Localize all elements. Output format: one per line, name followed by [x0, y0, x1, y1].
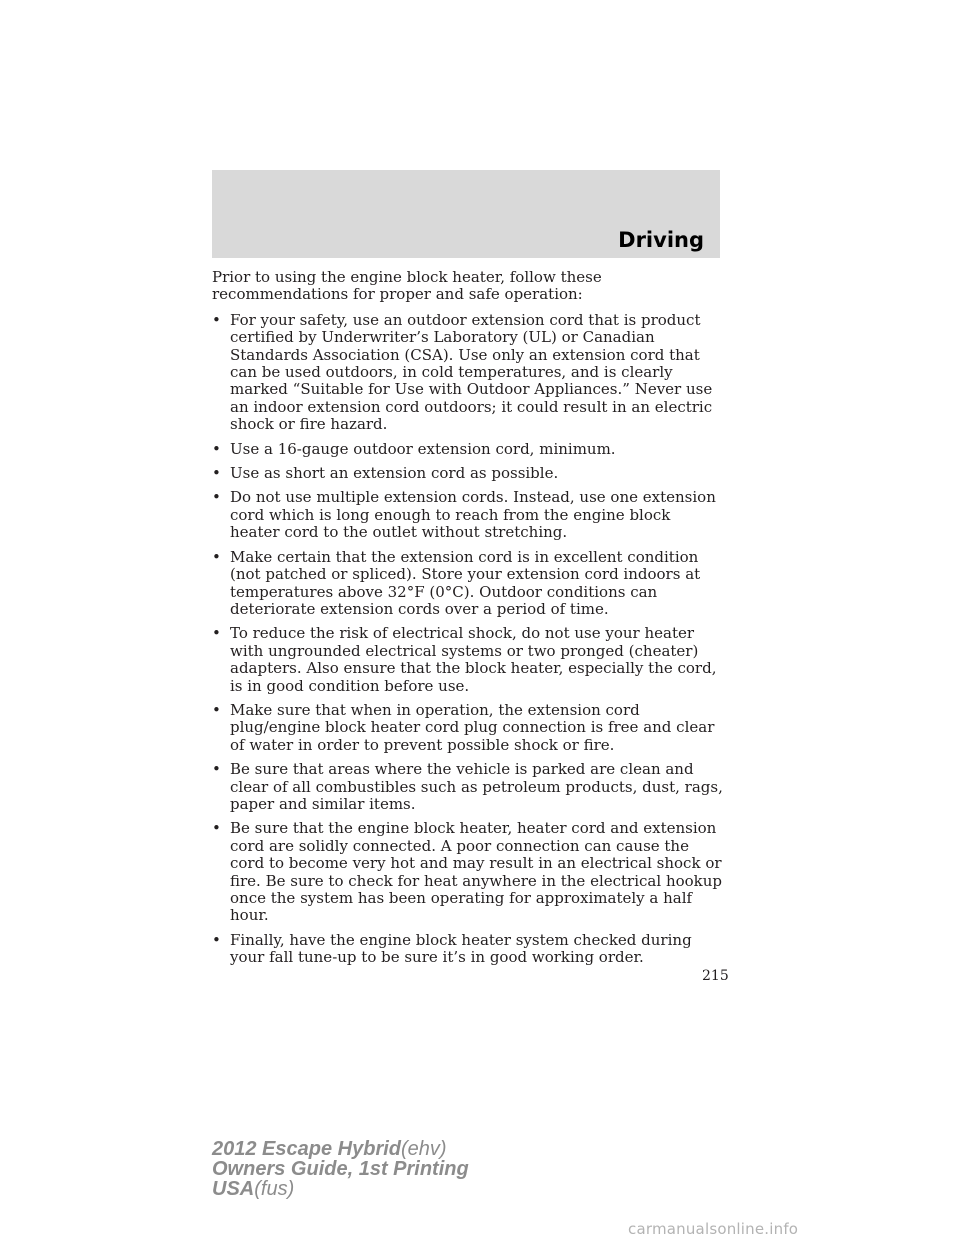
section-header-band	[212, 170, 720, 258]
list-item	[212, 625, 724, 695]
recommendation-list	[212, 312, 724, 967]
footer-vehicle-code: (ehv)	[401, 1138, 447, 1160]
footer-market-code: (fus)	[254, 1178, 295, 1200]
list-item-text: Use as short an extension cord as possible.	[230, 464, 559, 483]
list-item-text: Do not use multiple extension cords. Instead, use one extension cord which is long enough to reach from the engine block heater cord to the outlet without stretching.	[230, 488, 716, 542]
bullet-icon: •	[212, 930, 221, 949]
bullet-icon: •	[212, 700, 221, 719]
list-item	[212, 549, 724, 619]
footer-printing: Owners Guide, 1st Printing	[212, 1158, 469, 1180]
list-item-text: Use a 16-gauge outdoor extension cord, minimum.	[230, 439, 616, 458]
bullet-icon: •	[212, 547, 221, 566]
bullet-icon: •	[212, 464, 221, 483]
bullet-icon: •	[212, 760, 221, 779]
list-item	[212, 820, 724, 924]
list-item-text: Make certain that the extension cord is in excellent condition (not patched or spliced). Store your extension cord indoors at temperatures above 32°F (0°C). Outdoor conditions can deteriorate extension cords over a period of time.	[230, 547, 701, 618]
list-item	[212, 441, 724, 458]
page-number: 215	[702, 968, 729, 984]
list-item	[212, 312, 724, 434]
list-item-text: For your safety, use an outdoor extension cord that is product certified by Underwriter’s Laboratory (UL) or Canadian Standards Association (CSA). Use only an extension cord that can be used outdoors, in cold temperatures, and is clearly marked “Suitable for Use with Outdoor Appliances.” Never use an indoor extension cord outdoors; it could result in an electric shock or fire hazard.	[230, 310, 713, 434]
watermark-text: carmanualsonline.info	[628, 1220, 799, 1238]
list-item	[212, 761, 724, 813]
list-item-text: Be sure that the engine block heater, heater cord and extension cord are solidly connected. A poor connection can cause the cord to become very hot and may result in an electrical shock or fire. Be sure to check for heat anywhere in the electrical hookup once the system has been operating for approximately a half hour.	[230, 819, 723, 925]
list-item	[212, 932, 724, 967]
list-item-text: Finally, have the engine block heater system checked during your fall tune-up to be sure it’s in good working order.	[230, 930, 692, 967]
document-footer	[212, 1139, 469, 1199]
bullet-icon: •	[212, 439, 221, 458]
bullet-icon: •	[212, 488, 221, 507]
section-title: Driving	[618, 228, 704, 252]
list-item	[212, 489, 724, 541]
footer-vehicle: 2012 Escape Hybrid	[212, 1138, 401, 1160]
bullet-icon: •	[212, 310, 221, 329]
list-item-text: Be sure that areas where the vehicle is parked are clean and clear of all combustibles such as petroleum products, dust, rags, paper and similar items.	[230, 760, 723, 813]
bullet-icon: •	[212, 624, 221, 643]
list-item	[212, 702, 724, 754]
list-item-text: Make sure that when in operation, the extension cord plug/engine block heater cord plug connection is free and clear of water in order to prevent possible shock or fire.	[230, 700, 715, 754]
page-content	[212, 269, 724, 974]
list-item	[212, 465, 724, 482]
intro-paragraph: Prior to using the engine block heater, follow these recommendations for proper and safe operation:	[212, 268, 602, 304]
list-item-text: To reduce the risk of electrical shock, do not use your heater with ungrounded electrical systems or two pronged (cheater) adapters. Also ensure that the block heater, especially the cord, is in good condition before use.	[230, 624, 717, 695]
footer-market: USA	[212, 1178, 255, 1200]
bullet-icon: •	[212, 819, 221, 838]
